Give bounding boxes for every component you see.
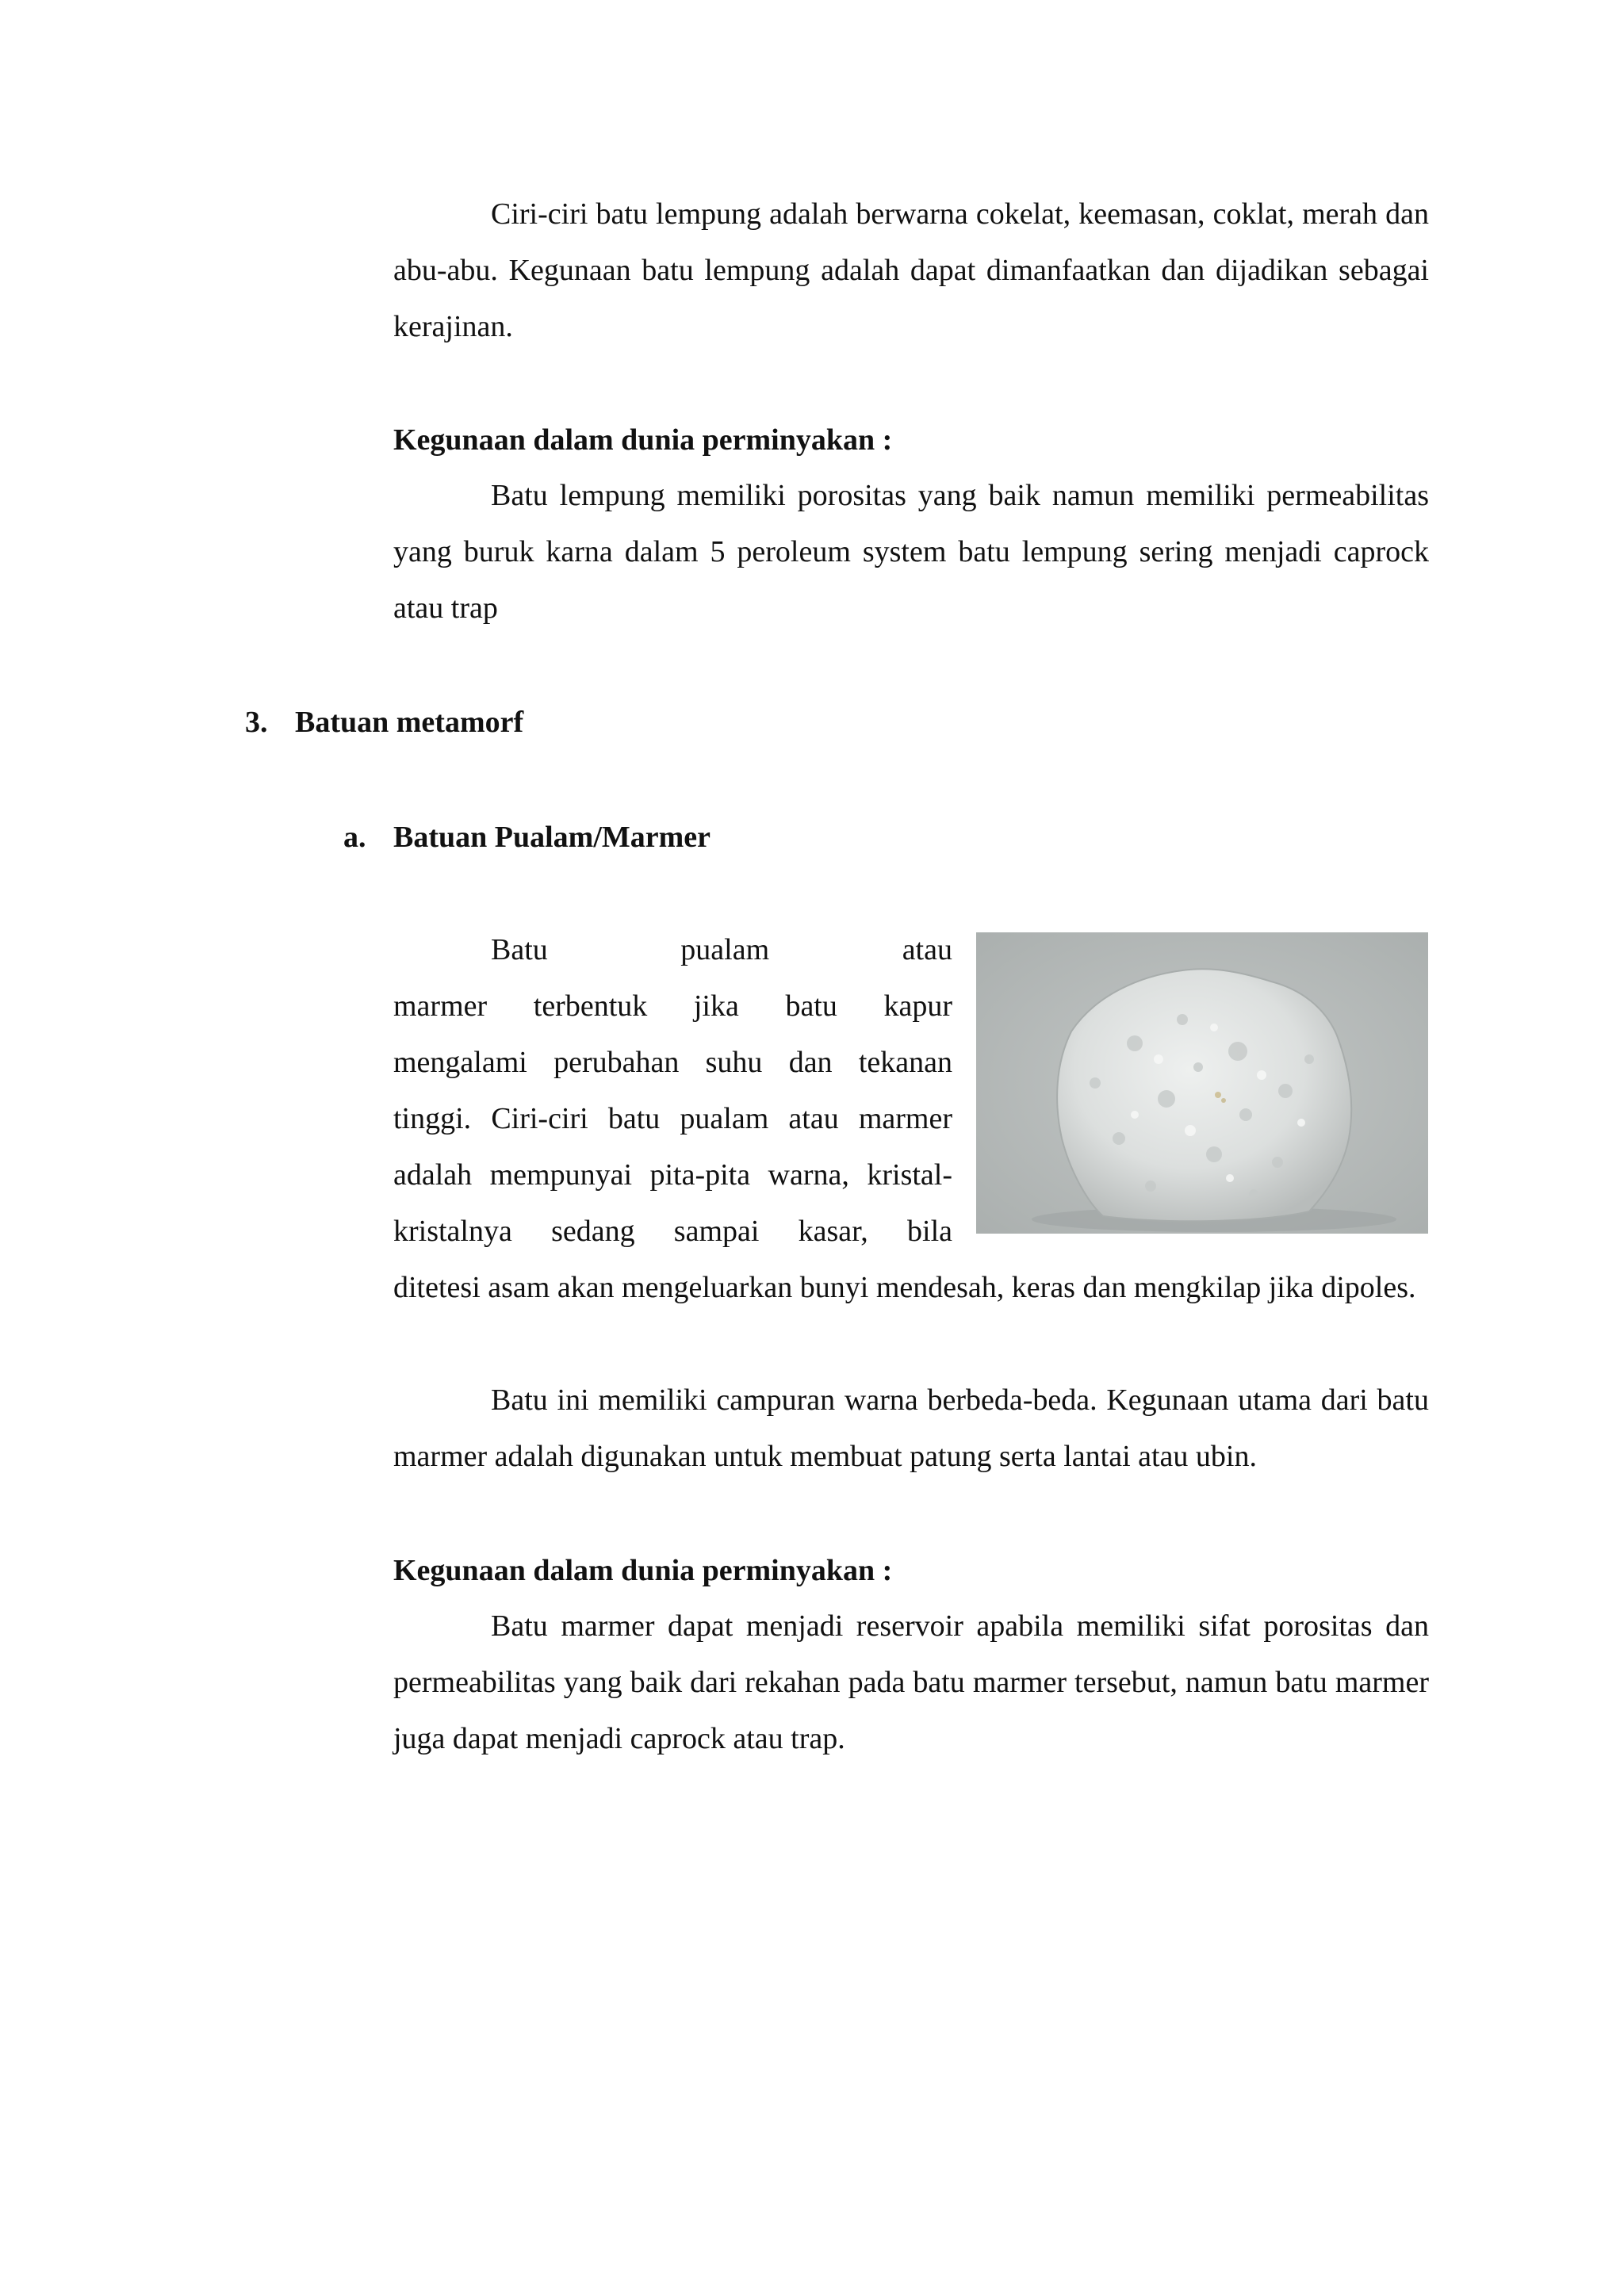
beside-image-line: mengalami perubahan suhu dan tekanan	[393, 1046, 952, 1079]
beside-image-line: kristalnya sedang sampai kasar, bila	[393, 1215, 952, 1248]
marble-usage-paragraph: Batu ini memiliki campuran warna berbeda-beda. Kegunaan utama dari batu marmer adalah digunakan untuk membuat patung serta lantai atau ubin.	[393, 1383, 1429, 1473]
section-title: Batuan metamorf	[295, 706, 524, 739]
beside-image-line: Batu pualam atau	[491, 933, 952, 966]
marble-rock-photo	[976, 932, 1428, 1234]
beside-image-line: tinggi. Ciri-ciri batu pualam atau marmer	[393, 1102, 952, 1135]
marble-description-continued: ditetesi asam akan mengeluarkan bunyi mendesah, keras dan mengkilap jika dipoles.	[393, 1271, 1416, 1304]
clay-characteristics-paragraph: Ciri-ciri batu lempung adalah berwarna cokelat, keemasan, coklat, merah dan abu-abu. Kegunaan batu lempung adalah dapat dimanfaatkan dan dijadikan sebagai kerajinan.	[393, 197, 1429, 343]
subsection-letter: a.	[343, 821, 366, 854]
beside-image-line: adalah mempunyai pita-pita warna, kristal-	[393, 1158, 952, 1192]
section-number: 3.	[245, 706, 268, 739]
subsection-title: Batuan Pualam/Marmer	[393, 821, 711, 854]
marble-rock-image	[976, 932, 1428, 1234]
clay-oil-usage-heading: Kegunaan dalam dunia perminyakan :	[393, 423, 893, 457]
clay-oil-usage-paragraph: Batu lempung memiliki porositas yang baik namun memiliki permeabilitas yang buruk karna dalam 5 peroleum system batu lempung sering menjadi caprock atau trap	[393, 479, 1429, 625]
marble-oil-usage-paragraph: Batu marmer dapat menjadi reservoir apabila memiliki sifat porositas dan permeabilitas yang baik dari rekahan pada batu marmer tersebut, namun batu marmer juga dapat menjadi caprock atau trap.	[393, 1609, 1429, 1755]
beside-image-line: marmer terbentuk jika batu kapur	[393, 989, 952, 1023]
marble-oil-usage-heading: Kegunaan dalam dunia perminyakan :	[393, 1554, 893, 1587]
